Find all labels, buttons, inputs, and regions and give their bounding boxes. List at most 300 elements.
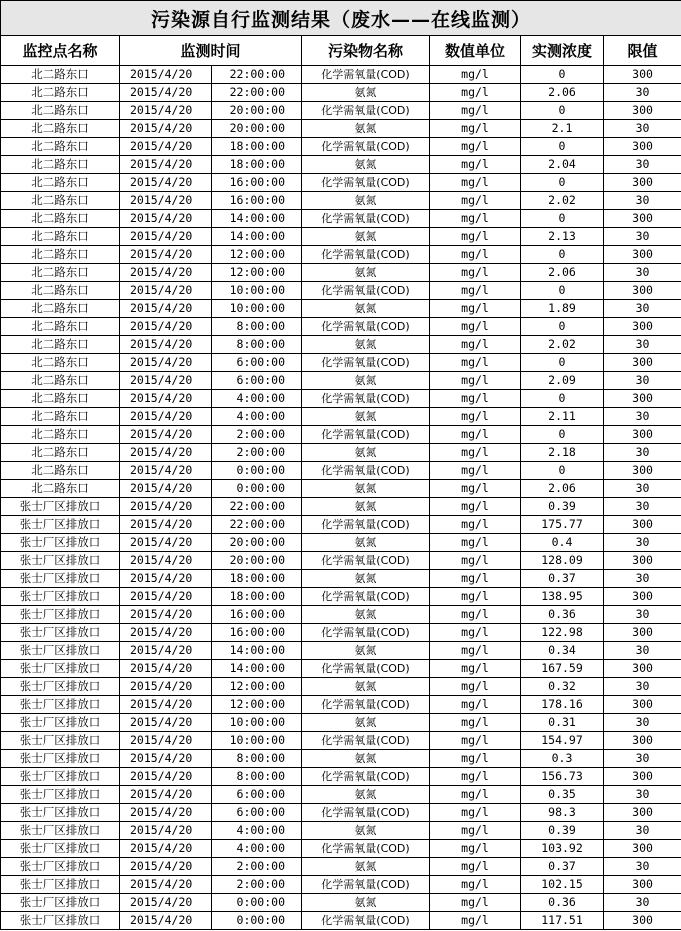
cell-pollutant: 氨氮 — [302, 714, 430, 732]
table-row — [1, 390, 681, 408]
cell-date: 2015/4/20 — [120, 588, 212, 606]
cell-site: 北二路东口 — [1, 390, 120, 408]
table-row — [1, 264, 681, 282]
cell-limit: 30 — [604, 606, 681, 624]
cell-pollutant: 氨氮 — [302, 858, 430, 876]
cell-site: 北二路东口 — [1, 84, 120, 102]
cell-unit: mg/l — [430, 624, 521, 642]
cell-date: 2015/4/20 — [120, 894, 212, 912]
cell-unit: mg/l — [430, 246, 521, 264]
cell-pollutant: 氨氮 — [302, 120, 430, 138]
cell-site: 张士厂区排放口 — [1, 624, 120, 642]
cell-date: 2015/4/20 — [120, 480, 212, 498]
cell-limit: 300 — [604, 174, 681, 192]
cell-pollutant: 化学需氧量(COD) — [302, 174, 430, 192]
cell-site: 北二路东口 — [1, 462, 120, 480]
cell-pollutant: 化学需氧量(COD) — [302, 732, 430, 750]
cell-value: 0.3 — [521, 750, 604, 768]
cell-value: 117.51 — [521, 912, 604, 930]
cell-pollutant: 化学需氧量(COD) — [302, 462, 430, 480]
cell-site: 北二路东口 — [1, 192, 120, 210]
table-row — [1, 228, 681, 246]
cell-date: 2015/4/20 — [120, 660, 212, 678]
cell-value: 2.1 — [521, 120, 604, 138]
cell-site: 北二路东口 — [1, 228, 120, 246]
cell-unit: mg/l — [430, 768, 521, 786]
cell-pollutant: 氨氮 — [302, 336, 430, 354]
cell-date: 2015/4/20 — [120, 840, 212, 858]
cell-value: 0.37 — [521, 858, 604, 876]
cell-value: 0 — [521, 246, 604, 264]
cell-date: 2015/4/20 — [120, 858, 212, 876]
cell-value: 0.36 — [521, 606, 604, 624]
cell-pollutant: 化学需氧量(COD) — [302, 876, 430, 894]
cell-time: 0:00:00 — [212, 894, 302, 912]
cell-date: 2015/4/20 — [120, 210, 212, 228]
cell-unit: mg/l — [430, 462, 521, 480]
cell-site: 北二路东口 — [1, 372, 120, 390]
cell-limit: 300 — [604, 390, 681, 408]
cell-site: 北二路东口 — [1, 480, 120, 498]
header-value: 实测浓度 — [521, 36, 604, 66]
cell-site: 张士厂区排放口 — [1, 750, 120, 768]
cell-time: 14:00:00 — [212, 228, 302, 246]
cell-unit: mg/l — [430, 372, 521, 390]
cell-date: 2015/4/20 — [120, 570, 212, 588]
table-row — [1, 606, 681, 624]
cell-value: 122.98 — [521, 624, 604, 642]
table-row — [1, 210, 681, 228]
cell-date: 2015/4/20 — [120, 498, 212, 516]
header-limit: 限值 — [604, 36, 681, 66]
cell-time: 20:00:00 — [212, 534, 302, 552]
table-row — [1, 84, 681, 102]
cell-time: 2:00:00 — [212, 426, 302, 444]
table-row — [1, 840, 681, 858]
cell-site: 北二路东口 — [1, 264, 120, 282]
cell-value: 103.92 — [521, 840, 604, 858]
cell-site: 北二路东口 — [1, 426, 120, 444]
cell-date: 2015/4/20 — [120, 750, 212, 768]
table-row — [1, 336, 681, 354]
cell-site: 张士厂区排放口 — [1, 840, 120, 858]
cell-pollutant: 化学需氧量(COD) — [302, 354, 430, 372]
cell-pollutant: 化学需氧量(COD) — [302, 660, 430, 678]
table-row — [1, 660, 681, 678]
cell-limit: 30 — [604, 84, 681, 102]
cell-value: 2.06 — [521, 264, 604, 282]
cell-limit: 30 — [604, 228, 681, 246]
table-row — [1, 138, 681, 156]
cell-site: 张士厂区排放口 — [1, 534, 120, 552]
cell-pollutant: 氨氮 — [302, 480, 430, 498]
cell-date: 2015/4/20 — [120, 876, 212, 894]
cell-unit: mg/l — [430, 120, 521, 138]
cell-time: 8:00:00 — [212, 336, 302, 354]
cell-site: 张士厂区排放口 — [1, 714, 120, 732]
cell-time: 22:00:00 — [212, 84, 302, 102]
table-row — [1, 876, 681, 894]
cell-site: 北二路东口 — [1, 138, 120, 156]
cell-site: 北二路东口 — [1, 300, 120, 318]
table-row — [1, 570, 681, 588]
cell-unit: mg/l — [430, 354, 521, 372]
cell-unit: mg/l — [430, 822, 521, 840]
cell-site: 张士厂区排放口 — [1, 786, 120, 804]
cell-date: 2015/4/20 — [120, 534, 212, 552]
cell-pollutant: 氨氮 — [302, 534, 430, 552]
header-time: 监测时间 — [120, 36, 302, 66]
cell-date: 2015/4/20 — [120, 300, 212, 318]
table-row — [1, 426, 681, 444]
cell-value: 0.4 — [521, 534, 604, 552]
cell-value: 0.35 — [521, 786, 604, 804]
cell-limit: 300 — [604, 102, 681, 120]
cell-limit: 30 — [604, 498, 681, 516]
cell-date: 2015/4/20 — [120, 624, 212, 642]
table-row — [1, 174, 681, 192]
cell-unit: mg/l — [430, 732, 521, 750]
cell-limit: 30 — [604, 120, 681, 138]
cell-date: 2015/4/20 — [120, 246, 212, 264]
cell-limit: 30 — [604, 750, 681, 768]
cell-date: 2015/4/20 — [120, 318, 212, 336]
cell-limit: 300 — [604, 426, 681, 444]
cell-pollutant: 氨氮 — [302, 264, 430, 282]
table-row — [1, 156, 681, 174]
cell-site: 北二路东口 — [1, 282, 120, 300]
cell-time: 12:00:00 — [212, 264, 302, 282]
cell-limit: 30 — [604, 858, 681, 876]
header-site: 监控点名称 — [1, 36, 120, 66]
cell-unit: mg/l — [430, 552, 521, 570]
cell-pollutant: 氨氮 — [302, 84, 430, 102]
cell-time: 16:00:00 — [212, 624, 302, 642]
cell-limit: 30 — [604, 480, 681, 498]
cell-unit: mg/l — [430, 750, 521, 768]
cell-date: 2015/4/20 — [120, 786, 212, 804]
cell-limit: 30 — [604, 642, 681, 660]
cell-site: 北二路东口 — [1, 318, 120, 336]
cell-time: 18:00:00 — [212, 156, 302, 174]
table-row — [1, 678, 681, 696]
cell-site: 张士厂区排放口 — [1, 678, 120, 696]
cell-pollutant: 化学需氧量(COD) — [302, 210, 430, 228]
cell-limit: 30 — [604, 678, 681, 696]
cell-value: 2.02 — [521, 336, 604, 354]
cell-limit: 30 — [604, 156, 681, 174]
cell-pollutant: 氨氮 — [302, 498, 430, 516]
cell-unit: mg/l — [430, 786, 521, 804]
cell-date: 2015/4/20 — [120, 138, 212, 156]
cell-time: 0:00:00 — [212, 462, 302, 480]
cell-unit: mg/l — [430, 876, 521, 894]
cell-site: 张士厂区排放口 — [1, 642, 120, 660]
cell-time: 14:00:00 — [212, 660, 302, 678]
table-row — [1, 822, 681, 840]
cell-unit: mg/l — [430, 210, 521, 228]
cell-site: 北二路东口 — [1, 174, 120, 192]
cell-limit: 30 — [604, 822, 681, 840]
cell-site: 北二路东口 — [1, 66, 120, 84]
cell-pollutant: 化学需氧量(COD) — [302, 390, 430, 408]
cell-unit: mg/l — [430, 426, 521, 444]
cell-time: 10:00:00 — [212, 714, 302, 732]
cell-date: 2015/4/20 — [120, 66, 212, 84]
cell-site: 张士厂区排放口 — [1, 498, 120, 516]
table-row — [1, 552, 681, 570]
cell-value: 154.97 — [521, 732, 604, 750]
cell-time: 22:00:00 — [212, 66, 302, 84]
cell-date: 2015/4/20 — [120, 408, 212, 426]
cell-time: 0:00:00 — [212, 912, 302, 930]
cell-pollutant: 化学需氧量(COD) — [302, 768, 430, 786]
table-row — [1, 372, 681, 390]
cell-limit: 300 — [604, 912, 681, 930]
cell-limit: 300 — [604, 462, 681, 480]
cell-value: 0.34 — [521, 642, 604, 660]
cell-pollutant: 化学需氧量(COD) — [302, 66, 430, 84]
cell-limit: 300 — [604, 768, 681, 786]
cell-limit: 300 — [604, 354, 681, 372]
table-row — [1, 444, 681, 462]
cell-unit: mg/l — [430, 318, 521, 336]
cell-pollutant: 氨氮 — [302, 408, 430, 426]
cell-time: 8:00:00 — [212, 768, 302, 786]
cell-unit: mg/l — [430, 858, 521, 876]
cell-limit: 300 — [604, 552, 681, 570]
cell-time: 8:00:00 — [212, 750, 302, 768]
cell-limit: 30 — [604, 408, 681, 426]
cell-site: 张士厂区排放口 — [1, 894, 120, 912]
table-row — [1, 858, 681, 876]
cell-pollutant: 化学需氧量(COD) — [302, 318, 430, 336]
cell-unit: mg/l — [430, 84, 521, 102]
cell-site: 北二路东口 — [1, 102, 120, 120]
cell-pollutant: 氨氮 — [302, 372, 430, 390]
cell-date: 2015/4/20 — [120, 228, 212, 246]
cell-value: 2.13 — [521, 228, 604, 246]
cell-site: 张士厂区排放口 — [1, 858, 120, 876]
cell-unit: mg/l — [430, 894, 521, 912]
cell-date: 2015/4/20 — [120, 822, 212, 840]
cell-date: 2015/4/20 — [120, 354, 212, 372]
table-row — [1, 318, 681, 336]
cell-limit: 300 — [604, 282, 681, 300]
cell-site: 北二路东口 — [1, 120, 120, 138]
cell-pollutant: 化学需氧量(COD) — [302, 552, 430, 570]
cell-unit: mg/l — [430, 840, 521, 858]
cell-unit: mg/l — [430, 606, 521, 624]
cell-value: 2.06 — [521, 480, 604, 498]
cell-time: 18:00:00 — [212, 588, 302, 606]
cell-date: 2015/4/20 — [120, 372, 212, 390]
cell-site: 张士厂区排放口 — [1, 606, 120, 624]
cell-time: 8:00:00 — [212, 318, 302, 336]
cell-limit: 30 — [604, 300, 681, 318]
cell-unit: mg/l — [430, 156, 521, 174]
cell-time: 14:00:00 — [212, 210, 302, 228]
cell-date: 2015/4/20 — [120, 336, 212, 354]
cell-time: 14:00:00 — [212, 642, 302, 660]
table-row — [1, 480, 681, 498]
cell-unit: mg/l — [430, 282, 521, 300]
cell-pollutant: 氨氮 — [302, 444, 430, 462]
cell-limit: 30 — [604, 714, 681, 732]
cell-value: 138.95 — [521, 588, 604, 606]
cell-value: 2.11 — [521, 408, 604, 426]
cell-value: 2.02 — [521, 192, 604, 210]
cell-pollutant: 化学需氧量(COD) — [302, 696, 430, 714]
cell-date: 2015/4/20 — [120, 156, 212, 174]
cell-time: 6:00:00 — [212, 372, 302, 390]
cell-value: 128.09 — [521, 552, 604, 570]
cell-value: 98.3 — [521, 804, 604, 822]
cell-date: 2015/4/20 — [120, 696, 212, 714]
cell-time: 10:00:00 — [212, 282, 302, 300]
cell-pollutant: 化学需氧量(COD) — [302, 840, 430, 858]
cell-date: 2015/4/20 — [120, 912, 212, 930]
cell-value: 2.06 — [521, 84, 604, 102]
cell-unit: mg/l — [430, 714, 521, 732]
cell-date: 2015/4/20 — [120, 390, 212, 408]
cell-site: 张士厂区排放口 — [1, 570, 120, 588]
table-row — [1, 696, 681, 714]
cell-value: 0.39 — [521, 498, 604, 516]
cell-time: 16:00:00 — [212, 174, 302, 192]
table-row — [1, 714, 681, 732]
cell-time: 4:00:00 — [212, 390, 302, 408]
cell-site: 张士厂区排放口 — [1, 876, 120, 894]
table-row — [1, 120, 681, 138]
cell-unit: mg/l — [430, 660, 521, 678]
cell-unit: mg/l — [430, 534, 521, 552]
cell-limit: 30 — [604, 894, 681, 912]
cell-site: 张士厂区排放口 — [1, 588, 120, 606]
cell-time: 16:00:00 — [212, 192, 302, 210]
cell-pollutant: 氨氮 — [302, 678, 430, 696]
cell-pollutant: 氨氮 — [302, 642, 430, 660]
cell-value: 167.59 — [521, 660, 604, 678]
cell-pollutant: 化学需氧量(COD) — [302, 624, 430, 642]
cell-pollutant: 氨氮 — [302, 786, 430, 804]
cell-site: 张士厂区排放口 — [1, 822, 120, 840]
cell-site: 张士厂区排放口 — [1, 660, 120, 678]
cell-time: 20:00:00 — [212, 120, 302, 138]
cell-unit: mg/l — [430, 498, 521, 516]
cell-pollutant: 氨氮 — [302, 894, 430, 912]
cell-value: 2.18 — [521, 444, 604, 462]
cell-pollutant: 氨氮 — [302, 570, 430, 588]
cell-value: 0 — [521, 210, 604, 228]
cell-limit: 300 — [604, 804, 681, 822]
cell-pollutant: 化学需氧量(COD) — [302, 246, 430, 264]
cell-value: 0 — [521, 174, 604, 192]
cell-date: 2015/4/20 — [120, 768, 212, 786]
cell-value: 156.73 — [521, 768, 604, 786]
table-row — [1, 804, 681, 822]
cell-time: 20:00:00 — [212, 102, 302, 120]
table-row — [1, 354, 681, 372]
cell-pollutant: 氨氮 — [302, 192, 430, 210]
cell-value: 0 — [521, 354, 604, 372]
table-row — [1, 624, 681, 642]
cell-value: 0 — [521, 390, 604, 408]
cell-time: 12:00:00 — [212, 246, 302, 264]
cell-time: 16:00:00 — [212, 606, 302, 624]
cell-limit: 30 — [604, 444, 681, 462]
cell-value: 0 — [521, 318, 604, 336]
cell-value: 0.31 — [521, 714, 604, 732]
cell-pollutant: 氨氮 — [302, 750, 430, 768]
table-row — [1, 534, 681, 552]
cell-unit: mg/l — [430, 642, 521, 660]
cell-pollutant: 化学需氧量(COD) — [302, 426, 430, 444]
table-row — [1, 912, 681, 930]
table-row — [1, 246, 681, 264]
cell-value: 0 — [521, 282, 604, 300]
cell-limit: 300 — [604, 516, 681, 534]
cell-unit: mg/l — [430, 570, 521, 588]
header-pollutant: 污染物名称 — [302, 36, 430, 66]
cell-limit: 30 — [604, 336, 681, 354]
cell-value: 0 — [521, 426, 604, 444]
cell-date: 2015/4/20 — [120, 678, 212, 696]
cell-time: 6:00:00 — [212, 804, 302, 822]
cell-site: 张士厂区排放口 — [1, 912, 120, 930]
table-row — [1, 192, 681, 210]
cell-value: 0.36 — [521, 894, 604, 912]
cell-time: 18:00:00 — [212, 138, 302, 156]
cell-date: 2015/4/20 — [120, 192, 212, 210]
cell-limit: 300 — [604, 732, 681, 750]
cell-unit: mg/l — [430, 696, 521, 714]
cell-date: 2015/4/20 — [120, 102, 212, 120]
cell-unit: mg/l — [430, 678, 521, 696]
table-row — [1, 732, 681, 750]
cell-site: 北二路东口 — [1, 210, 120, 228]
cell-time: 0:00:00 — [212, 480, 302, 498]
cell-pollutant: 氨氮 — [302, 606, 430, 624]
table-row — [1, 588, 681, 606]
table-row — [1, 462, 681, 480]
cell-time: 2:00:00 — [212, 876, 302, 894]
cell-site: 北二路东口 — [1, 156, 120, 174]
cell-site: 北二路东口 — [1, 354, 120, 372]
cell-date: 2015/4/20 — [120, 444, 212, 462]
cell-unit: mg/l — [430, 444, 521, 462]
cell-pollutant: 氨氮 — [302, 300, 430, 318]
cell-time: 22:00:00 — [212, 498, 302, 516]
cell-unit: mg/l — [430, 804, 521, 822]
cell-unit: mg/l — [430, 390, 521, 408]
cell-date: 2015/4/20 — [120, 804, 212, 822]
cell-time: 10:00:00 — [212, 732, 302, 750]
cell-time: 12:00:00 — [212, 678, 302, 696]
cell-limit: 300 — [604, 660, 681, 678]
cell-unit: mg/l — [430, 480, 521, 498]
cell-date: 2015/4/20 — [120, 84, 212, 102]
cell-date: 2015/4/20 — [120, 426, 212, 444]
cell-value: 102.15 — [521, 876, 604, 894]
cell-time: 6:00:00 — [212, 354, 302, 372]
cell-date: 2015/4/20 — [120, 174, 212, 192]
cell-date: 2015/4/20 — [120, 606, 212, 624]
cell-date: 2015/4/20 — [120, 462, 212, 480]
cell-time: 4:00:00 — [212, 408, 302, 426]
cell-unit: mg/l — [430, 336, 521, 354]
cell-pollutant: 化学需氧量(COD) — [302, 282, 430, 300]
